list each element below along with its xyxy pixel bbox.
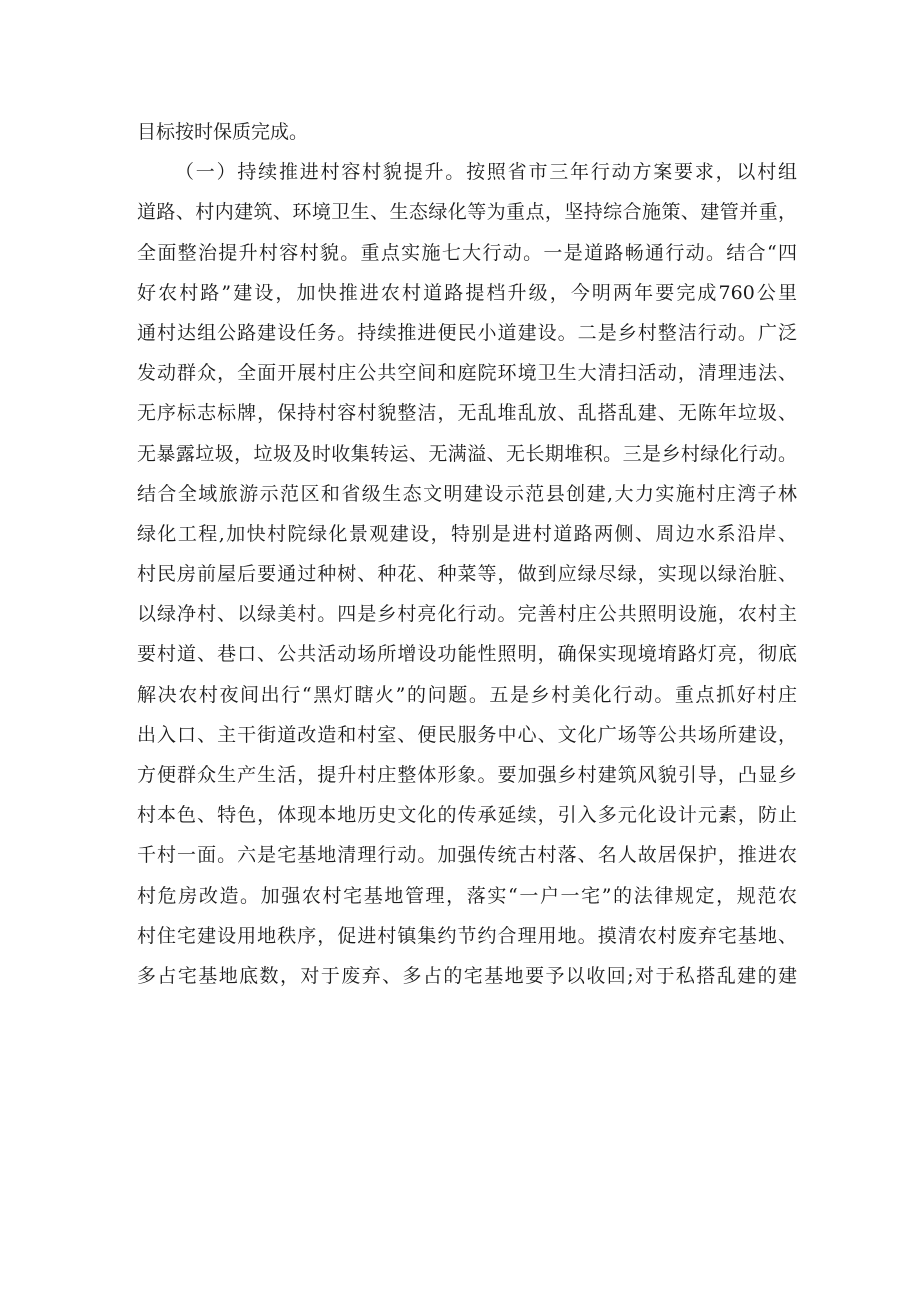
text-line: 村危房改造。加强农村宅基地管理，落实“一户一宅”的法律规定，规范农 [137,884,797,907]
paragraph-first-line: （一）持续推进村容村貌提升。按照省市三年行动方案要求，以村组 [175,161,797,184]
text-line: 目标按时保质完成。 [137,121,309,143]
text-line: 全面整治提升村容村貌。重点实施七大行动。一是道路畅通行动。结合“四 [137,241,797,264]
body-text [137,112,797,996]
text-line: 方便群众生产生活，提升村庄整体形象。要加强乡村建筑风貌引导，凸显乡 [137,764,797,786]
text-line: 千村一面。六是宅基地清理行动。加强传统古村落、名人故居保护，推进农 [137,844,797,867]
text-line: 好农村路”建设，加快推进农村道路提档升级，今明两年要完成760公里 [137,281,797,304]
text-line: 要村道、巷口、公共活动场所增设功能性照明，确保实现境堉路灯亮，彻底 [137,643,797,666]
text-line: 结合全域旅游示范区和省级生态文明建设示范县创建,大力实施村庄湾子林 [137,482,797,505]
text-line: 村住宅建设用地秩序，促进村镇集约节约合理用地。摸清农村废弃宅基地、 [137,924,797,947]
text-line: 无暴露垃圾，垃圾及时收集转运、无满溢、无长期堆积。三是乡村绿化行动。 [137,442,797,465]
text-line: 道路、村内建筑、环境卫生、生态绿化等为重点，坚持综合施策、建管并重， [137,201,797,224]
text-line: 发动群众，全面开展村庄公共空间和庭院环境卫生大清扫活动，清理违法、 [137,362,797,385]
text-line: 无序标志标牌，保持村容村貌整洁，无乱堆乱放、乱搭乱建、无陈年垃圾、 [137,402,797,425]
text-line: 村本色、特色，体现本地历史文化的传承延续，引入多元化设计元素，防止 [137,804,797,827]
text-line: 解决农村夜间出行“黑灯瞎火”的问题。五是乡村美化行动。重点抓好村庄 [137,683,797,706]
text-line: 绿化工程,加快村院绿化景观建设，特别是进村道路两侧、周边水系沿岸、 [137,522,797,545]
text-line: 出入口、主干街道改造和村室、便民服务中心、文化广场等公共场所建设， [137,723,797,746]
text-line: 通村达组公路建设任务。持续推进便民小道建设。二是乡村整洁行动。广泛 [137,321,797,344]
text-line: 以绿净村、以绿美村。四是乡村亮化行动。完善村庄公共照明设施，农村主 [137,603,797,626]
text-line: 多占宅基地底数，对于废弃、多占的宅基地要予以收回;对于私搭乱建的建 [137,964,797,987]
text-line: 村民房前屋后要通过种树、种花、种菜等，做到应绿尽绿，实现以绿治脏、 [137,563,797,586]
